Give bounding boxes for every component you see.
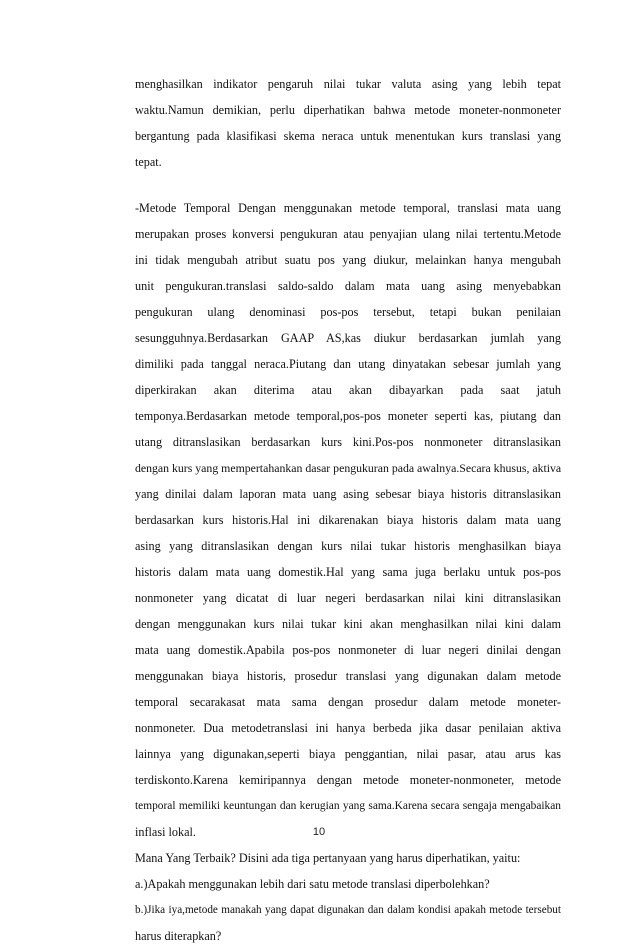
paragraph-1 [135,71,561,175]
text-line: temponya.Berdasarkan metode temporal,pos-pos moneter seperti kas, piutang dan [135,409,561,423]
text-line: temporal memiliki keuntungan dan kerugian yang sama.Karena secara sengaja mengabaikan [135,800,561,812]
text-line: unit pengukuran.translasi saldo-saldo dalam mata uang asing menyebabkan [135,279,561,293]
text-line: -Metode Temporal Dengan menggunakan metode temporal, translasi mata uang [135,201,561,215]
text-line: merupakan proses konversi pengukuran atau penyajian ulang nilai tertentu.Metode [135,227,561,241]
text-line: dimiliki pada tanggal neraca.Piutang dan utang dinyatakan sebesar jumlah yang [135,357,561,371]
text-line: lainnya yang digunakan,seperti biaya penggantian, nilai pasar, atau arus kas [135,747,561,761]
text-line: historis dalam mata uang domestik.Hal yang sama juga berlaku untuk pos-pos [135,565,561,579]
text-line: bergantung pada klasifikasi skema neraca untuk menentukan kurs translasi yang [135,129,561,143]
list-item-continuation: harus diterapkan? [135,929,222,943]
text-line: nonmoneter yang dicatat di luar negeri berdasarkan nilai kini ditranslasikan [135,591,561,605]
text-line: menggunakan biaya historis, prosedur translasi yang digunakan dalam metode [135,669,561,683]
text-line: menghasilkan indikator pengaruh nilai tukar valuta asing yang lebih tepat [135,77,561,91]
text-line: mata uang domestik.Apabila pos-pos nonmoneter di luar negeri dinilai dengan [135,643,561,657]
text-line: berdasarkan kurs historis.Hal ini dikarenakan biaya historis dalam mata uang [135,513,561,527]
text-line: asing yang ditranslasikan dengan kurs nilai tukar historis menghasilkan biaya [135,539,561,553]
section-heading: Mana Yang Terbaik? Disini ada tiga pertanyaan yang harus diperhatikan, yaitu: [135,851,521,865]
text-line: nonmoneter. Dua metodetranslasi ini hanya berbeda jika dasar penilaian aktiva [135,721,561,735]
text-line: pengukuran ulang denominasi pos-pos tersebut, tetapi bukan penilaian [135,305,561,319]
text-line: yang dinilai dalam laporan mata uang asing sebesar biaya historis ditranslasikan [135,487,561,501]
text-line: diperkirakan akan diterima atau akan dibayarkan pada saat jatuh [135,383,561,397]
document-body [135,71,561,949]
text-line: dengan menggunakan kurs nilai tukar kini akan menghasilkan nilai kini dalam [135,617,561,631]
list-item: b.)Jika iya,metode manakah yang dapat digunakan dan dalam kondisi apakah metode tersebut [135,904,561,916]
text-line: ini tidak mengubah atribut suatu pos yang diukur, melainkan hanya mengubah [135,253,561,267]
list-item: a.)Apakah menggunakan lebih dari satu metode translasi diperbolehkan? [135,877,490,891]
text-line: temporal secarakasat mata sama dengan prosedur dalam metode moneter- [135,695,561,709]
text-line: terdiskonto.Karena kemiripannya dengan metode moneter-nonmoneter, metode [135,773,561,787]
text-line: inflasi lokal. [135,825,196,839]
text-line: dengan kurs yang mempertahankan dasar pengukuran pada awalnya.Secara khusus, aktiva [135,461,561,475]
text-line: tepat. [135,155,162,169]
text-line: sesungguhnya.Berdasarkan GAAP AS,kas diukur berdasarkan jumlah yang [135,331,561,345]
text-line: utang ditranslasikan berdasarkan kurs kini.Pos-pos nonmoneter ditranslasikan [135,435,561,449]
text-line: waktu.Namun demikian, perlu diperhatikan bahwa metode moneter-nonmoneter [135,103,561,117]
page-number: 10 [312,826,326,838]
paragraph-gap [135,175,561,195]
